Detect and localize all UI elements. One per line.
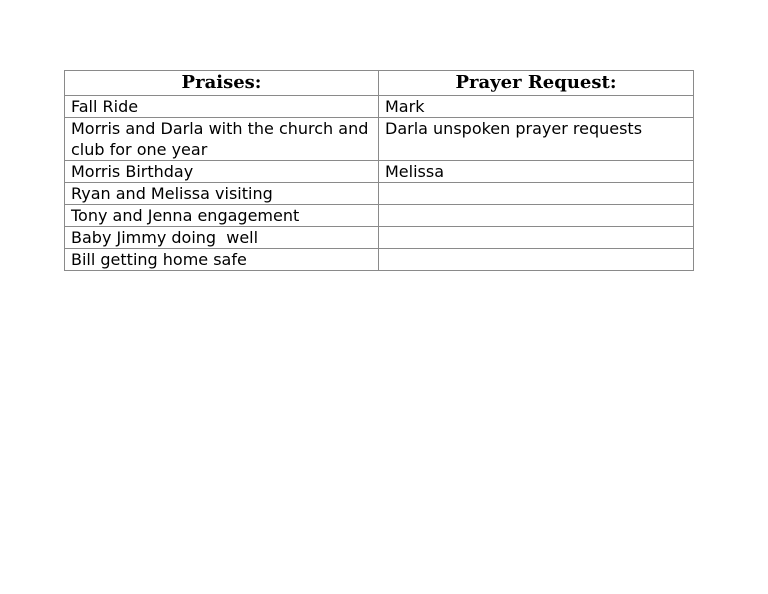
prayer-request-cell	[379, 205, 694, 227]
prayer-request-cell	[379, 96, 694, 118]
prayer-request-text: Mark	[385, 97, 425, 116]
praise-text: Fall Ride	[71, 97, 139, 116]
praise-cell	[65, 118, 379, 161]
praise-text: Tony and Jenna engagement	[71, 206, 300, 225]
prayer-request-text: Melissa	[385, 162, 445, 181]
praise-cell	[65, 161, 379, 183]
praise-cell	[65, 183, 379, 205]
table-row	[65, 118, 694, 161]
praise-cell	[65, 205, 379, 227]
praises-prayer-table	[64, 70, 694, 271]
praise-text: Morris Birthday	[71, 162, 194, 181]
praise-text: Ryan and Melissa visiting	[71, 184, 273, 203]
prayer-request-text: Darla unspoken prayer requests	[385, 119, 643, 138]
praise-cell	[65, 96, 379, 118]
praise-cell	[65, 227, 379, 249]
table-row	[65, 249, 694, 271]
table-row	[65, 96, 694, 118]
praise-cell	[65, 249, 379, 271]
table-row	[65, 205, 694, 227]
praise-text: Baby Jimmy doing well	[71, 228, 259, 247]
prayer-request-cell	[379, 161, 694, 183]
table-row	[65, 161, 694, 183]
table-header-row	[65, 71, 694, 96]
table-row	[65, 227, 694, 249]
prayer-request-cell	[379, 183, 694, 205]
praise-text: Morris and Darla with the church and club for one year	[71, 119, 369, 159]
prayer-request-cell	[379, 249, 694, 271]
table-row	[65, 183, 694, 205]
prayer-request-cell	[379, 118, 694, 161]
praises-header: Praises:	[65, 71, 379, 96]
prayer-request-header: Prayer Request:	[379, 71, 694, 96]
praise-text: Bill getting home safe	[71, 250, 247, 269]
prayer-request-cell	[379, 227, 694, 249]
